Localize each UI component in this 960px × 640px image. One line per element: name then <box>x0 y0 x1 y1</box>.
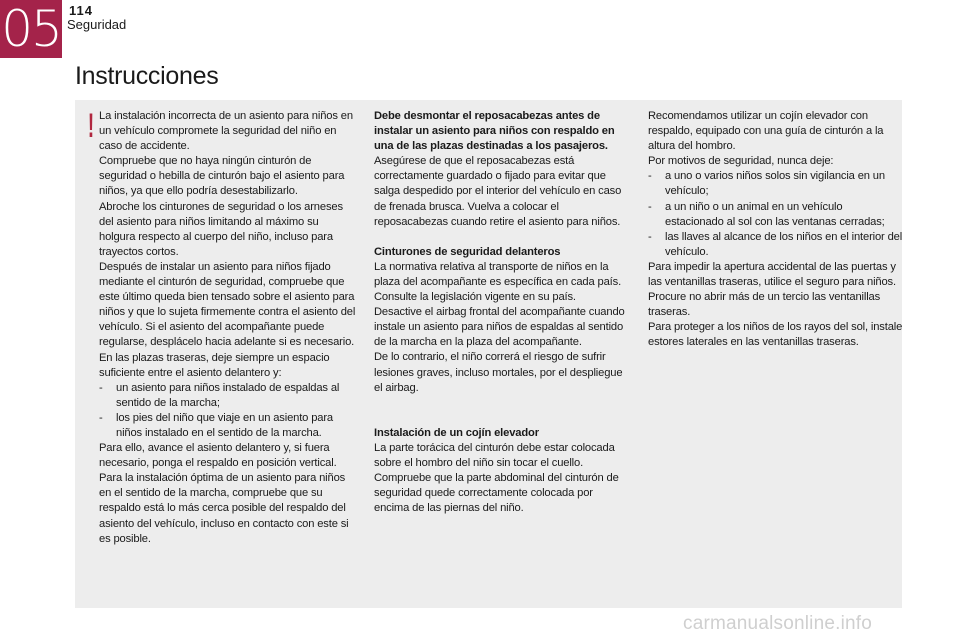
paragraph: Para la instalación óptima de un asiento para niños en el sentido de la marcha, compruebe que su respaldo está lo más cerca posible del respaldo del asiento del vehículo, incluso en contacto con este si es posible. <box>99 472 349 545</box>
chapter-tab: 05 <box>1 0 61 58</box>
list-item <box>648 230 904 260</box>
paragraph: La parte torácica del cinturón debe estar colocada sobre el hombro del niño sin tocar el cuello. <box>374 441 615 469</box>
list-item-text: las llaves al alcance de los niños en el interior del vehículo. <box>665 230 903 258</box>
spacer <box>374 230 628 245</box>
paragraph: Para ello, avance el asiento delantero y, si fuera necesario, ponga el respaldo en posición vertical. <box>99 442 337 470</box>
section-name: Seguridad <box>67 17 127 32</box>
list-item <box>99 411 357 441</box>
watermark: carmanualsonline.info <box>683 613 873 634</box>
list-item-text: los pies del niño que viaje en un asiento para niños instalado en el sentido de la marcha. <box>116 411 334 439</box>
page-title: Instrucciones <box>75 62 219 90</box>
bullet-dash: - <box>648 230 652 243</box>
column-belts <box>374 109 628 516</box>
paragraph: De lo contrario, el niño correrá el riesgo de sufrir lesiones graves, incluso mortales, por el despliegue el airbag. <box>374 351 623 394</box>
paragraph: Para impedir la apertura accidental de las puertas y las ventanillas traseras, utilice el seguro para niños. <box>648 260 896 289</box>
paragraph: Procure no abrir más de un tercio las ventanillas traseras. <box>648 291 881 319</box>
paragraph: Desactive el airbag frontal del acompañante cuando instale un asiento para niños de espaldas al sentido de la marcha en la plaza del acompañante. <box>374 306 625 349</box>
booster-heading: Instalación de un cojín elevador <box>374 426 539 439</box>
column-warnings <box>99 109 357 547</box>
paragraph: Después de instalar un asiento para niños fijado mediante el cinturón de seguridad, compruebe que este último queda bien tensado sobre el asiento para niños y que lo sujeta firmemente contra el asiento del vehículo. Si el asiento del acompañante puede regularse, desplácelo hacia adelante si es necesario. <box>99 260 356 349</box>
paragraph: En las plazas traseras, deje siempre un espacio suficiente entre el asiento delantero y: <box>99 351 330 379</box>
bullet-dash: - <box>99 381 103 394</box>
paragraph: Por motivos de seguridad, nunca deje: <box>648 155 834 168</box>
bullet-dash: - <box>99 411 103 424</box>
list-item <box>648 200 904 230</box>
paragraph: Compruebe que no haya ningún cinturón de seguridad o hebilla de cinturón bajo el asiento para niños, ya que ello podría desestabilizarlo. <box>99 155 345 198</box>
bullet-dash: - <box>648 200 652 213</box>
paragraph: Para proteger a los niños de los rayos del sol, instale estores laterales en las ventanillas traseras. <box>648 321 903 349</box>
list-item-text: un asiento para niños instalado de espaldas al sentido de la marcha; <box>116 381 340 409</box>
paragraph: Asegúrese de que el reposacabezas está correctamente guardado o fijado para evitar que salga despedido por el interior del vehículo en caso de frenada brusca. Vuelva a colocar el reposacabezas cuando retire el asiento para niños. <box>374 155 622 228</box>
page-number: 114 <box>69 3 93 18</box>
headrest-heading: Debe desmontar el reposacabezas antes de instalar un asiento para niños con respaldo en una de las plazas destinadas a los pasajeros. <box>374 110 615 153</box>
paragraph: Compruebe que la parte abdominal del cinturón de seguridad quede correctamente colocada por encima de las piernas del niño. <box>374 471 619 515</box>
list-item <box>648 169 904 199</box>
front-belts-heading: Cinturones de seguridad delanteros <box>374 245 561 258</box>
bullet-list <box>648 169 904 260</box>
exclamation-icon: ! <box>87 107 95 145</box>
paragraph: Abroche los cinturones de seguridad o los arneses del asiento para niños limitando al máximo su holgura respecto al cuerpo del niño, incluso para trayectos cortos. <box>99 200 343 258</box>
paragraph: Recomendamos utilizar un cojín elevador con respaldo, equipado con una guía de cinturón a la altura del hombro. <box>648 110 884 153</box>
spacer <box>374 396 628 426</box>
paragraph: La normativa relativa al transporte de niños en la plaza del acompañante es específica en cada país. Consulte la legislación vigente en su país. <box>374 260 622 304</box>
list-item <box>99 381 357 411</box>
list-item-text: a un niño o un animal en un vehículo estacionado al sol con las ventanas cerradas; <box>665 200 885 228</box>
bullet-list <box>99 381 357 441</box>
bullet-dash: - <box>648 170 652 183</box>
column-recommendations <box>648 109 904 351</box>
paragraph: La instalación incorrecta de un asiento para niños en un vehículo compromete la seguridad del niño en caso de accidente. <box>99 110 353 153</box>
list-item-text: a uno o varios niños solos sin vigilancia en un vehículo; <box>665 170 885 198</box>
